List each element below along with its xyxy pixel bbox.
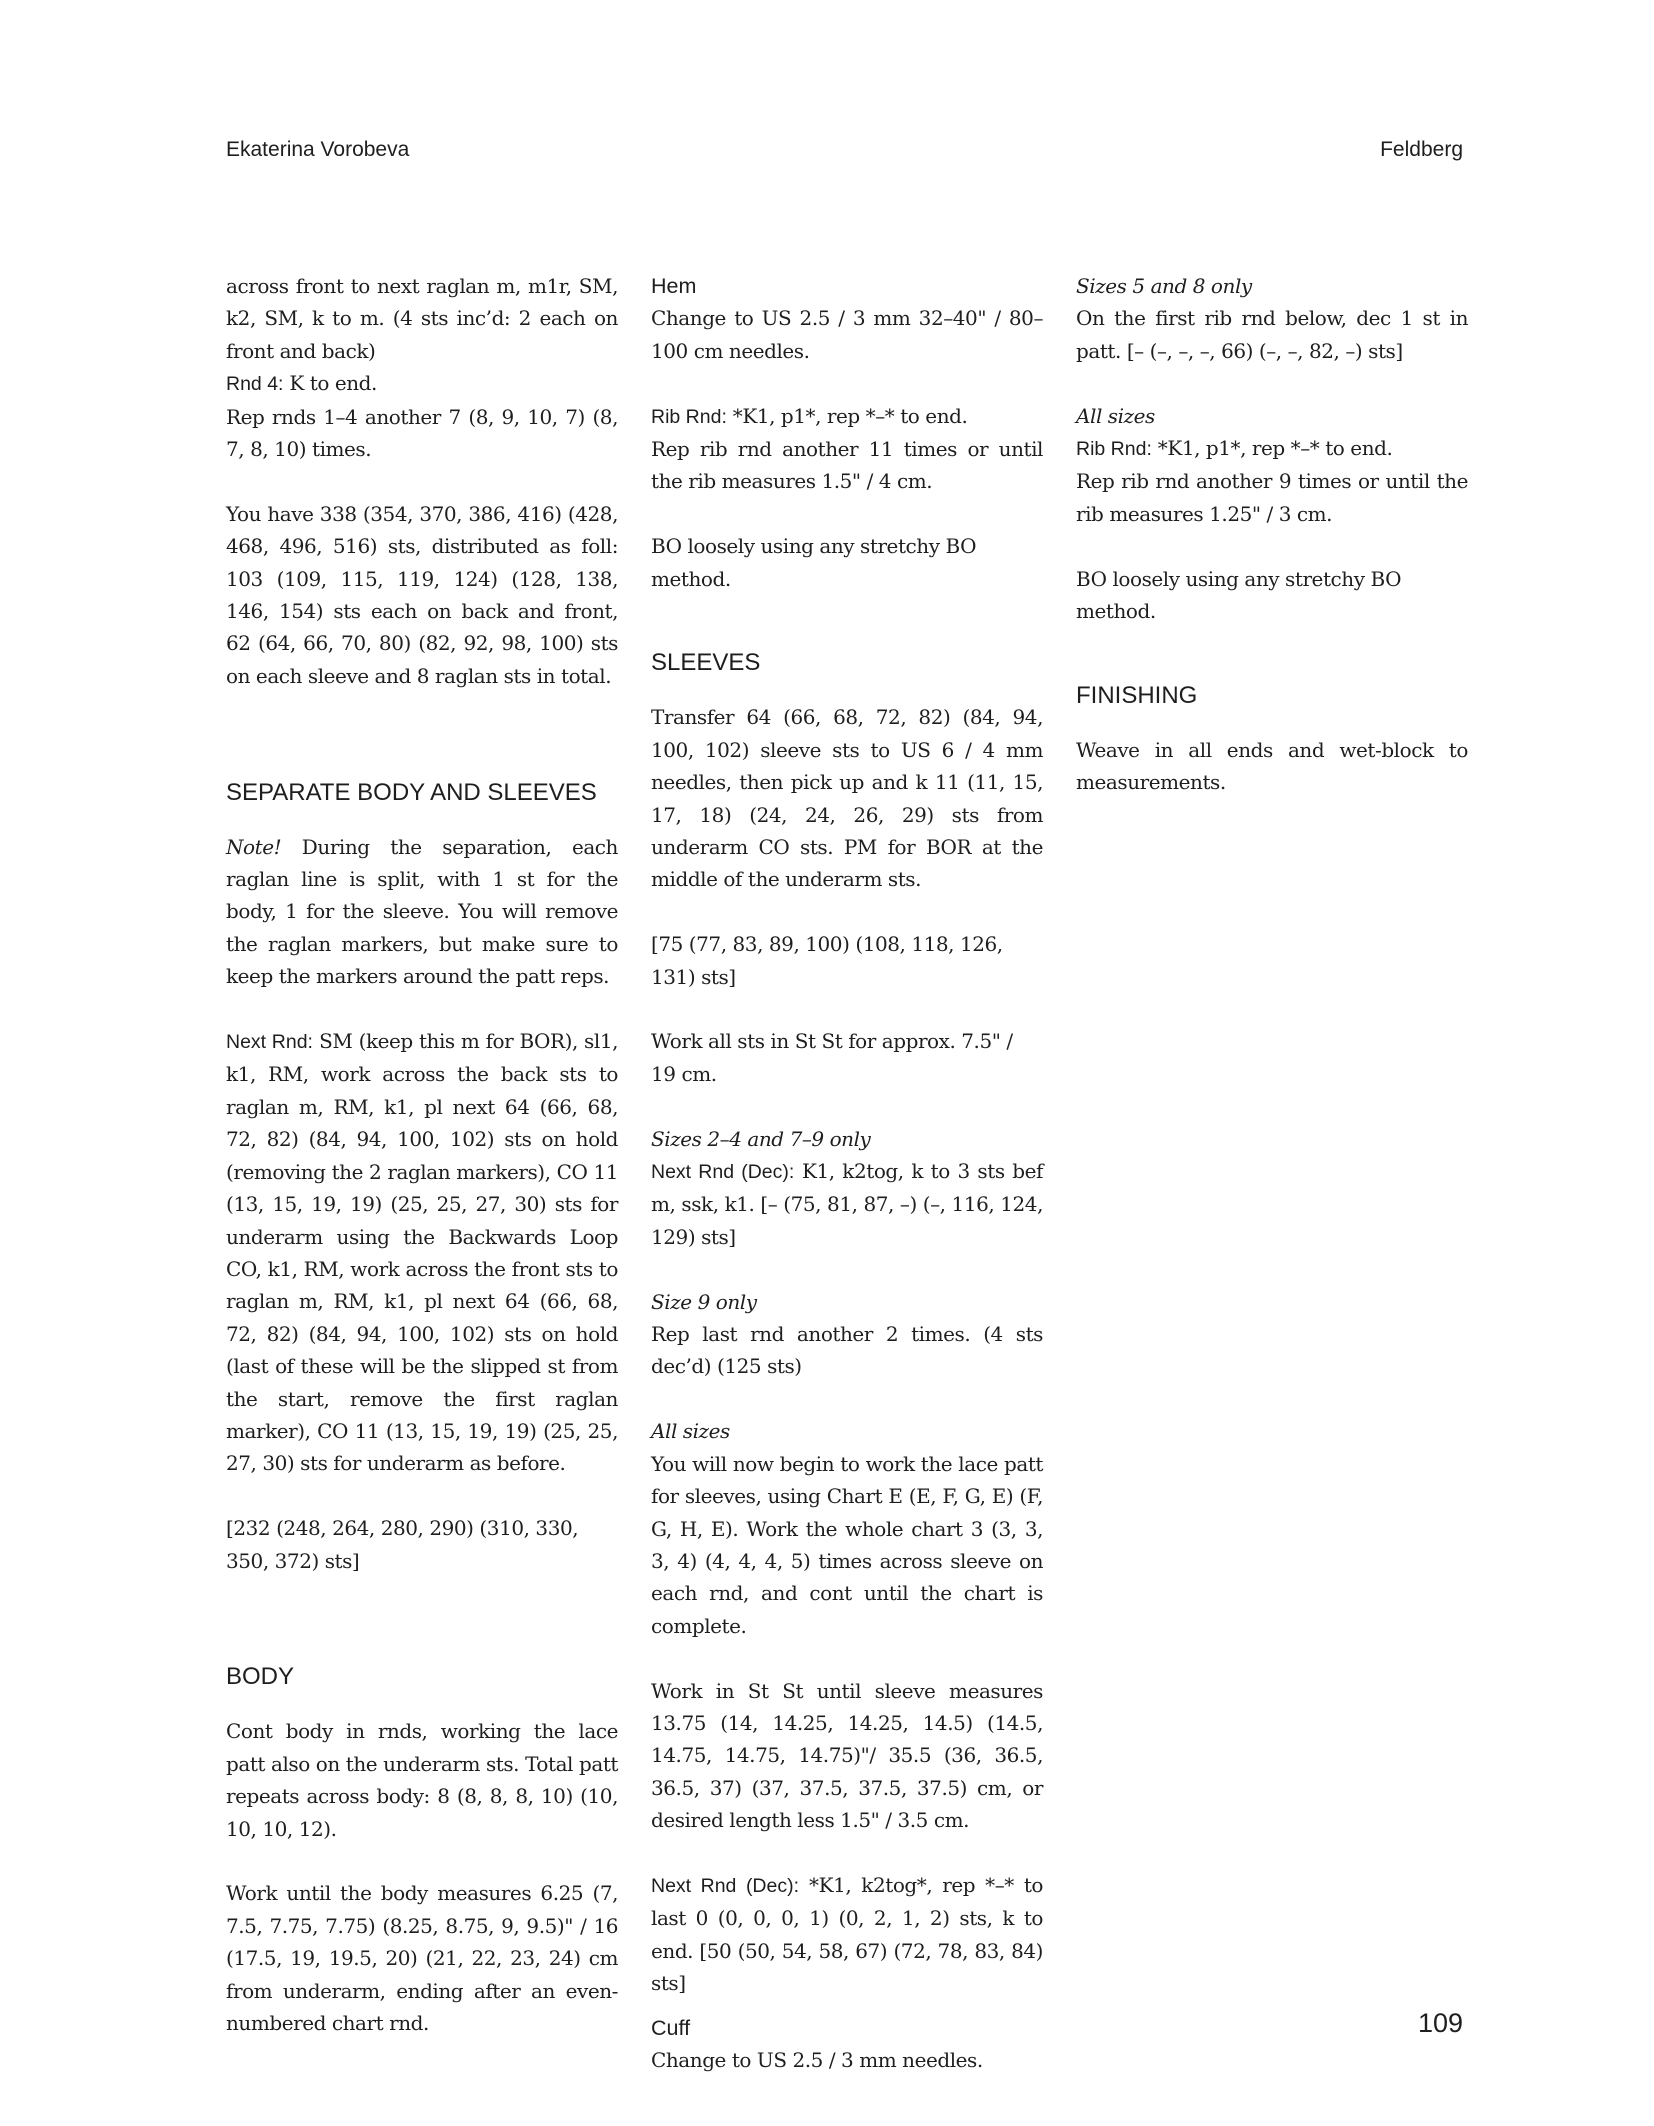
section-heading-finishing: FINISHING	[1076, 681, 1198, 709]
subheading-hem: Hem	[651, 274, 697, 298]
text: *K1, p1*, rep *–* to end.	[1151, 436, 1393, 461]
paragraph	[651, 2044, 1043, 2076]
running-header-author: Ekaterina Vorobeva	[226, 138, 410, 161]
paragraph	[651, 302, 1043, 367]
paragraph	[226, 367, 618, 400]
paragraph	[226, 498, 618, 692]
text: across front to next raglan m, m1r, SM, k2, SM, k to m. (4 sts inc’d: 2 each on front and back)	[226, 274, 618, 363]
paragraph	[226, 831, 618, 993]
paragraph	[226, 270, 618, 367]
text: You have 338 (354, 370, 386, 416) (428, 468, 496, 516) sts, distributed as foll: 103 (109, 115, 119, 124) (128, 138, 146, 154) sts each on back and front, 62 (64, 66, 70, 80) (82, 92, 98, 100) sts on each sleeve and 8 raglan sts in total.	[226, 501, 618, 688]
paragraph	[651, 1286, 1043, 1383]
all-sizes-label: All sizes	[1076, 403, 1155, 428]
page-number: 109	[1417, 2008, 1463, 2038]
text: Transfer 64 (66, 68, 72, 82) (84, 94, 100, 102) sleeve sts to US 6 / 4 mm needles, then pick up and k 11 (11, 15, 17, 18) (24, 24, 26, 29) sts from underarm CO sts. PM for BOR at the middle of the underarm sts.	[651, 705, 1043, 892]
text: Rep rnds 1–4 another 7 (8, 9, 10, 7) (8, 7, 8, 10) times.	[226, 404, 618, 462]
rib-label: Rib Rnd:	[651, 405, 727, 428]
paragraph	[226, 1715, 618, 1845]
paragraph	[226, 401, 618, 466]
paragraph	[1076, 563, 1468, 628]
text: You will now begin to work the lace patt for sleeves, using Chart E (E, F, G, E) (F, G, H, E). Work the whole chart 3 (3, 3, 3, 4) (4, 4, 4, 5) times across sleeve on each rnd, and cont until the chart is complete.	[651, 1451, 1043, 1638]
all-sizes-label: All sizes	[651, 1419, 730, 1444]
paragraph	[1076, 400, 1468, 531]
text: Change to US 2.5 / 3 mm needles.	[651, 2047, 983, 2072]
paragraph	[226, 1877, 618, 2039]
section-heading-body: BODY	[226, 1663, 295, 1691]
text: [232 (248, 264, 280, 290) (310, 330, 350, 372) sts]	[226, 1516, 579, 1573]
text: Work in St St until sleeve measures 13.75 (14, 14.25, 14.25, 14.5) (14.5, 14.75, 14.75, 14.75)"/ 35.5 (36, 36.5, 36.5, 37) (37, 37.5, 37.5, 37.5) cm, or desired length less 1.5" / 3.5 cm.	[651, 1678, 1043, 1833]
text: Work until the body measures 6.25 (7, 7.5, 7.75, 7.75) (8.25, 8.75, 9, 9.5)" / 16 (17.5, 19, 19.5, 20) (21, 22, 23, 24) cm from underarm, ending after an even-numbered chart rnd.	[226, 1881, 618, 2035]
size-9-label: Size 9 only	[651, 1289, 757, 1314]
paragraph	[1076, 734, 1468, 799]
text: Rep rib rnd another 9 times or until the rib measures 1.25" / 3 cm.	[1076, 469, 1468, 526]
rib-label: Rib Rnd:	[1076, 438, 1152, 461]
text: *K1, k2tog*, rep *–* to last 0 (0, 0, 0, 1) (0, 2, 1, 2) sts, k to end. [50 (50, 54, 58, 67) (72, 78, 83, 84) sts]	[651, 1872, 1043, 1996]
text: K1, k2tog, k to 3 sts bef m, ssk, k1. [– (75, 81, 87, –) (–, 116, 124, 129) sts]	[651, 1159, 1043, 1249]
paragraph	[651, 1123, 1043, 1254]
subheading-cuff: Cuff	[651, 2015, 691, 2040]
paragraph	[651, 433, 1043, 498]
text: On the first rib rnd below, dec 1 st in patt. [– (–, –, –, 66) (–, –, 82, –) sts]	[1076, 306, 1468, 363]
column-2	[651, 270, 1043, 2109]
column-3	[1076, 270, 1468, 831]
paragraph	[651, 400, 1043, 433]
paragraph	[226, 1512, 618, 1577]
text: K to end.	[283, 371, 377, 396]
text: Rep last rnd another 2 times. (4 sts dec’d) (125 sts)	[651, 1322, 1043, 1379]
paragraph	[651, 1025, 1043, 1090]
text: Change to US 2.5 / 3 mm 32–40" / 80–100 cm needles.	[651, 306, 1043, 363]
text: Work all sts in St St for approx. 7.5" / 19 cm.	[651, 1029, 1013, 1086]
paragraph	[226, 1025, 618, 1480]
dec-label: Next Rnd (Dec):	[651, 1161, 795, 1184]
sizes-2-4-label: Sizes 2–4 and 7–9 only	[651, 1126, 871, 1151]
rnd4-label: Rnd 4:	[226, 373, 284, 396]
note-label: Note!	[226, 834, 282, 859]
column-1	[226, 270, 618, 2072]
next-rnd-label: Next Rnd:	[226, 1031, 313, 1054]
text: *K1, p1*, rep *–* to end.	[726, 403, 968, 428]
paragraph	[651, 1675, 1043, 1837]
text: Weave in all ends and wet-block to measurements.	[1076, 737, 1468, 795]
sizes-5-8-label: Sizes 5 and 8 only	[1076, 274, 1252, 298]
dec2-label: Next Rnd (Dec):	[651, 1874, 800, 1897]
text: Cont body in rnds, working the lace patt also on the underarm sts. Total patt repeats across body: 8 (8, 8, 8, 10) (10, 10, 10, 12).	[226, 1719, 618, 1841]
text: SM (keep this m for BOR), sl1, k1, RM, work across the back sts to raglan m, RM, k1, pl next 64 (66, 68, 72, 82) (84, 94, 100, 102) sts on hold (removing the 2 raglan markers), CO 11 (13, 15, 19, 19) (25, 25, 27, 30) sts for underarm using the Backwards Loop CO, k1, RM, work across the front sts to raglan m, RM, k1, pl next 64 (66, 68, 72, 82) (84, 94, 100, 102) sts on hold (last of these will be the slipped st from the start, remove the first raglan marker), CO 11 (13, 15, 19, 19) (25, 25, 27, 30) sts for underarm as before.	[226, 1029, 618, 1476]
paragraph	[651, 701, 1043, 895]
text: [75 (77, 83, 89, 100) (108, 118, 126, 131) sts]	[651, 932, 1003, 989]
section-heading-separate: SEPARATE BODY AND SLEEVES	[226, 778, 597, 806]
running-header-title: Feldberg	[1380, 138, 1463, 161]
paragraph	[651, 530, 1043, 595]
text: During the separation, each raglan line is split, with 1 st for the body, 1 for the sleeve. You will remove the raglan markers, but make sure to keep the markers around the patt reps.	[226, 834, 618, 989]
text: BO loosely using any stretchy BO method.	[1076, 566, 1402, 624]
paragraph	[651, 928, 1043, 993]
section-heading-sleeves: SLEEVES	[651, 649, 761, 677]
paragraph	[1076, 270, 1468, 367]
text: BO loosely using any stretchy BO method.	[651, 534, 977, 591]
text: Rep rib rnd another 11 times or until the rib measures 1.5" / 4 cm.	[651, 437, 1043, 494]
paragraph	[651, 1415, 1043, 1642]
paragraph	[651, 1869, 1043, 2000]
